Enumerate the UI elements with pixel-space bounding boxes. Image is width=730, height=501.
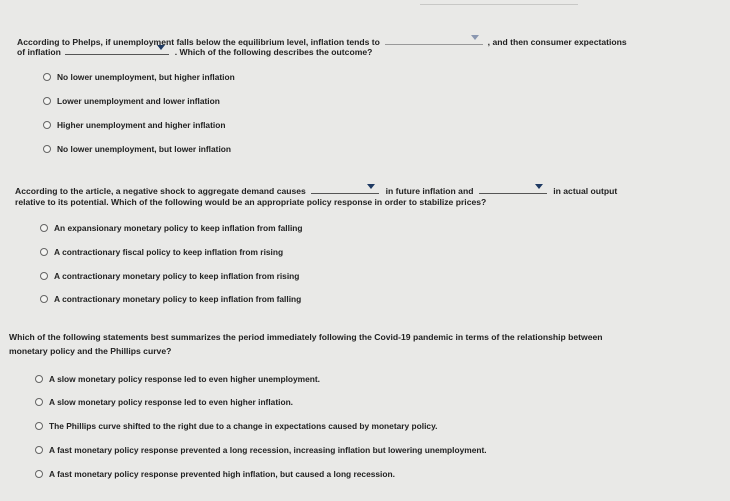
q1-text-a: According to Phelps, if unemployment falls below the equilibrium level, inflation tends to	[17, 37, 380, 47]
q1-option-1[interactable]	[43, 72, 235, 82]
radio-button[interactable]	[43, 121, 51, 129]
option-label: A fast monetary policy response prevented high inflation, but caused a long recession.	[49, 469, 395, 479]
option-label: A contractionary fiscal policy to keep inflation from rising	[54, 247, 284, 257]
q1-line-2	[17, 44, 372, 57]
q3-text-a: Which of the following statements best summarizes the period immediately following the Covid-19 pandemic in terms of the relationship between	[9, 332, 603, 342]
q3-option-1[interactable]	[35, 374, 320, 384]
option-label: A contractionary monetary policy to keep inflation from rising	[54, 271, 300, 281]
option-label: The Phillips curve shifted to the right due to a change in expectations caused by monetary policy.	[49, 421, 438, 431]
radio-button[interactable]	[40, 272, 48, 280]
q1-text-d: . Which of the following describes the outcome?	[174, 47, 373, 57]
q3-option-3[interactable]	[35, 421, 437, 431]
option-label: A fast monetary policy response prevented a long recession, increasing inflation but lowering unemployment.	[49, 445, 487, 455]
radio-button[interactable]	[35, 398, 43, 406]
q1-dropdown-1[interactable]	[385, 34, 483, 45]
radio-button[interactable]	[35, 446, 43, 454]
q2-text-b: in future inflation and	[385, 186, 474, 196]
option-label: A slow monetary policy response led to even higher unemployment.	[49, 374, 321, 384]
q2-text-a: According to the article, a negative shock to aggregate demand causes	[15, 186, 306, 196]
q2-text-c: in actual output	[553, 186, 618, 196]
option-label: Lower unemployment and lower inflation	[57, 96, 220, 106]
radio-button[interactable]	[43, 97, 51, 105]
q3-option-5[interactable]	[35, 469, 395, 479]
q2-dropdown-2[interactable]	[479, 183, 547, 194]
option-label: No lower unemployment, but higher inflation	[57, 72, 235, 82]
radio-button[interactable]	[35, 422, 43, 430]
radio-button[interactable]	[40, 224, 48, 232]
q2-option-4[interactable]	[40, 294, 301, 304]
q2-line-2	[15, 197, 486, 207]
option-label: A slow monetary policy response led to even higher inflation.	[49, 397, 294, 407]
q2-dropdown-1[interactable]	[311, 183, 379, 194]
q1-option-3[interactable]	[43, 120, 225, 130]
radio-button[interactable]	[43, 73, 51, 81]
radio-button[interactable]	[35, 375, 43, 383]
option-label: An expansionary monetary policy to keep inflation from falling	[54, 223, 303, 233]
chevron-down-icon	[367, 184, 375, 189]
chevron-down-icon	[471, 35, 479, 40]
radio-button[interactable]	[35, 470, 43, 478]
option-label: No lower unemployment, but lower inflation	[57, 144, 232, 154]
q1-dropdown-2[interactable]	[65, 44, 169, 55]
q1-text-c: of inflation	[17, 47, 61, 57]
q2-option-3[interactable]	[40, 271, 299, 281]
top-divider	[420, 4, 578, 5]
q2-option-1[interactable]	[40, 223, 303, 233]
radio-button[interactable]	[40, 295, 48, 303]
q2-text-d: relative to its potential. Which of the following would be an appropriate policy response in order to stabilize prices?	[15, 197, 487, 207]
q1-text-b: , and then consumer expectations	[487, 37, 627, 47]
option-label: Higher unemployment and higher inflation	[57, 120, 226, 130]
option-label: A contractionary monetary policy to keep inflation from falling	[54, 294, 302, 304]
q1-option-4[interactable]	[43, 144, 231, 154]
q1-option-2[interactable]	[43, 96, 220, 106]
chevron-down-icon	[535, 184, 543, 189]
q3-option-4[interactable]	[35, 445, 487, 455]
q3-line-2	[9, 346, 171, 356]
q2-option-2[interactable]	[40, 247, 283, 257]
radio-button[interactable]	[43, 145, 51, 153]
q2-line-1	[15, 183, 617, 196]
q3-text-b: monetary policy and the Phillips curve?	[9, 346, 172, 356]
chevron-down-icon	[157, 45, 165, 50]
q3-line-1	[9, 332, 603, 342]
q3-option-2[interactable]	[35, 397, 293, 407]
radio-button[interactable]	[40, 248, 48, 256]
